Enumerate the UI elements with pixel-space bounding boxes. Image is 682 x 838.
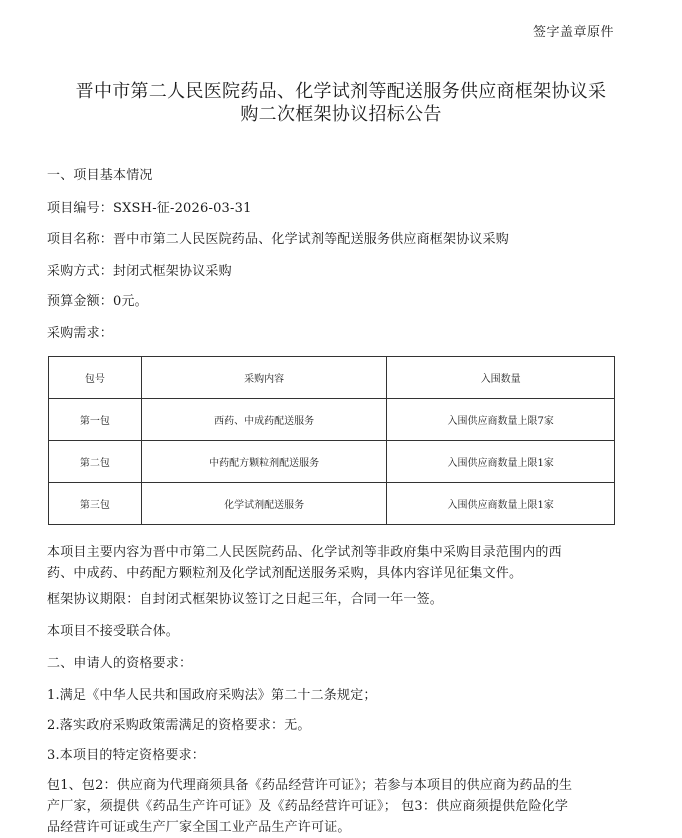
special-requirements-paragraph [47,775,621,838]
scope-paragraph [47,542,621,584]
section-1-heading: 一、项目基本情况 [47,168,153,183]
title-line-2: 购二次框架协议招标公告 [240,104,442,125]
project-name: 项目名称：晋中市第二人民医院药品、化学试剂等配送服务供应商框架协议采购 [47,232,510,247]
header-content: 采购内容 [141,357,387,399]
procurement-demand-label: 采购需求： [47,326,114,341]
special-line-3: 品经营许可证或生产厂家全国工业产品生产许可证。 [47,820,351,835]
qualification-item-3: 3.本项目的特定资格要求： [47,748,206,763]
cell-package-no: 第三包 [49,483,142,525]
no-consortium-note: 本项目不接受联合体。 [47,624,180,639]
cell-content: 化学试剂配送服务 [141,483,387,525]
qualification-item-1: 1.满足《中华人民共和国政府采购法》第二十二条规定； [47,688,377,703]
cell-quota: 入围供应商数量上限1家 [387,483,615,525]
cell-quota: 入围供应商数量上限7家 [387,399,615,441]
table-row [49,483,615,525]
cell-content: 西药、中成药配送服务 [141,399,387,441]
stamp-note: 签字盖章原件 [532,25,614,40]
qualification-item-2: 2.落实政府采购政策需满足的资格要求：无。 [47,718,311,733]
cell-package-no: 第一包 [49,399,142,441]
cell-content: 中药配方颗粒剂配送服务 [141,441,387,483]
budget-amount: 预算金额：0元。 [47,294,148,309]
document-title [40,80,642,126]
special-line-2: 产厂家，须提供《药品生产许可证》及《药品经营许可证》； 包3：供应商须提供危险化学 [47,799,569,814]
procurement-demand-table [48,356,615,525]
section-2-heading: 二、申请人的资格要求： [47,656,193,671]
special-line-1: 包1、包2：供应商为代理商须具备《药品经营许可证》；若参与本项目的供应商为药品的生 [47,778,573,793]
project-number: 项目编号：SXSH-征-2026-03-31 [47,201,252,216]
header-package-no: 包号 [49,357,142,399]
procurement-method: 采购方式：封闭式框架协议采购 [47,264,232,279]
agreement-term: 框架协议期限：自封闭式框架协议签订之日起三年，合同一年一签。 [47,592,444,607]
table-row [49,399,615,441]
title-line-1: 晋中市第二人民医院药品、化学试剂等配送服务供应商框架协议采 [75,81,607,102]
table-row [49,441,615,483]
cell-quota: 入围供应商数量上限1家 [387,441,615,483]
scope-line-2: 药、中成药、中药配方颗粒剂及化学试剂配送服务采购，具体内容详见征集文件。 [47,566,523,581]
scope-line-1: 本项目主要内容为晋中市第二人民医院药品、化学试剂等非政府集中采购目录范围内的西 [47,545,562,560]
cell-package-no: 第二包 [49,441,142,483]
table-header-row [49,357,615,399]
header-quota: 入围数量 [387,357,615,399]
